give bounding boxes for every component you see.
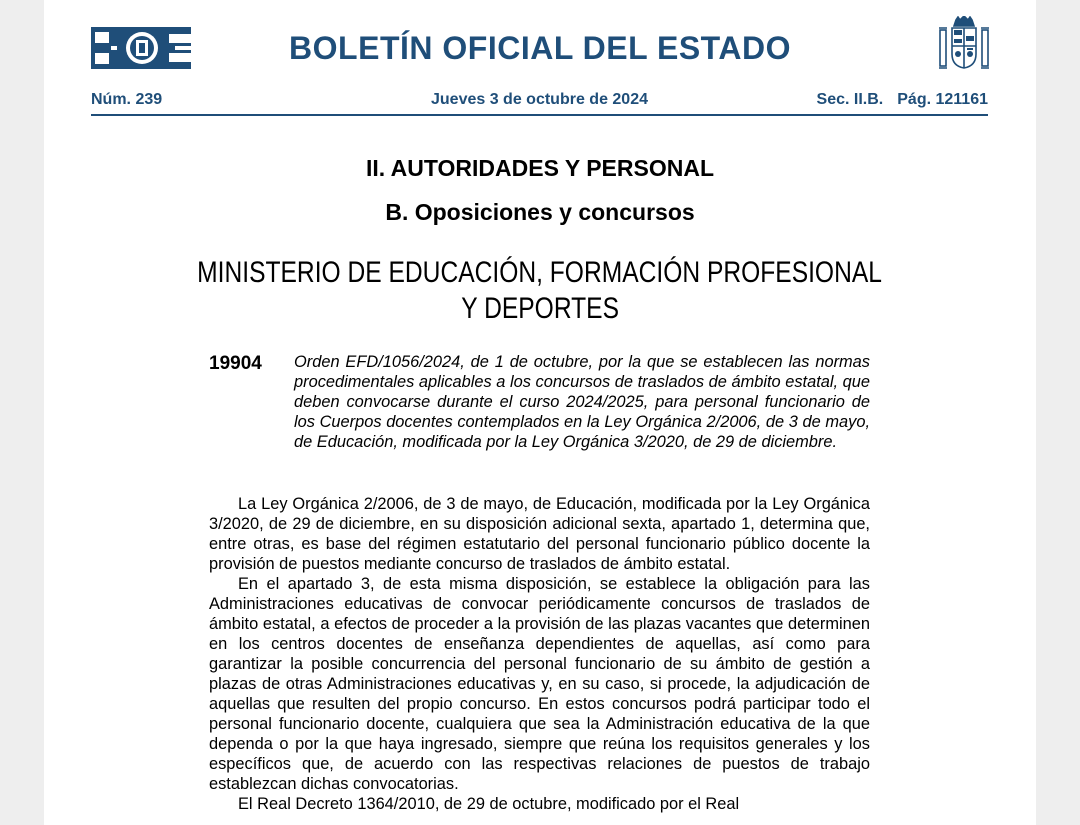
page-number: Pág. 121161 xyxy=(897,91,988,108)
document-page xyxy=(44,0,1036,825)
ministry-line-1: MINISTERIO DE EDUCACIÓN, FORMACIÓN PROFESIONAL xyxy=(197,256,883,289)
entry-title: Orden EFD/1056/2024, de 1 de octubre, por la que se establecen las normas procedimentales aplicables a los concursos de traslados de ámbito estatal, que deben convocarse durante el curso 2024/2025, para personal funcionario de los Cuerpos docentes contemplados en la Ley Orgánica 2/2006, de 3 de mayo, de Educación, modificada por la Ley Orgánica 3/2020, de 29 de diciembre. xyxy=(294,353,870,451)
section-page xyxy=(817,91,988,109)
bulletin-title: BOLETÍN OFICIAL DEL ESTADO xyxy=(289,30,791,66)
section-title: II. AUTORIDADES Y PERSONAL xyxy=(365,155,715,181)
boe-logo xyxy=(91,27,191,69)
paragraph: La Ley Orgánica 2/2006, de 3 de mayo, de Educación, modificada por la Ley Orgánica 3/2020, de 29 de diciembre, en su disposición adicional sexta, apartado 1, determina que, entre otras, es base del régimen estatutario del personal funcionario público docente la provisión de puestos mediante concurso de traslados de ámbito estatal. xyxy=(209,495,870,573)
subsection-title: B. Oposiciones y concursos xyxy=(385,199,695,225)
paragraph: En el apartado 3, de esta misma disposición, se establece la obligación para las Administraciones educativas de convocar periódicamente concursos de traslados de ámbito estatal, a efectos de proceder a la provisión de las plazas vacantes que determinen en los centros docentes de enseñanza dependientes de aquellas, así como para garantizar la posible concurrencia del personal funcionario de su ámbito de gestión a plazas de otras Administraciones educativas y, en su caso, si procede, la adjudicación de aquellas que resulten del propio concurso. En estos concursos podrá participar todo el personal funcionario docente, cualquiera que sea la Administración educativa de la que dependa o por la que haya ingresado, siempre que reúna los requisitos generales y los específicos que, de acuerdo con las respectivas relaciones de puestos de trabajo establezcan dichas convocatorias. xyxy=(209,575,870,793)
header-meta xyxy=(91,91,988,111)
header-divider xyxy=(91,114,988,116)
entry-number: 19904 xyxy=(209,353,262,374)
issue-date: Jueves 3 de octubre de 2024 xyxy=(431,91,648,108)
issue-number: Núm. 239 xyxy=(91,91,163,108)
coat-of-arms-icon xyxy=(938,16,990,74)
paragraph: El Real Decreto 1364/2010, de 29 de octubre, modificado por el Real xyxy=(238,795,740,813)
ministry-line-2: Y DEPORTES xyxy=(461,292,619,325)
body-text xyxy=(209,494,870,814)
section-code: Sec. II.B. xyxy=(816,91,884,108)
ministry-name xyxy=(44,255,1036,327)
